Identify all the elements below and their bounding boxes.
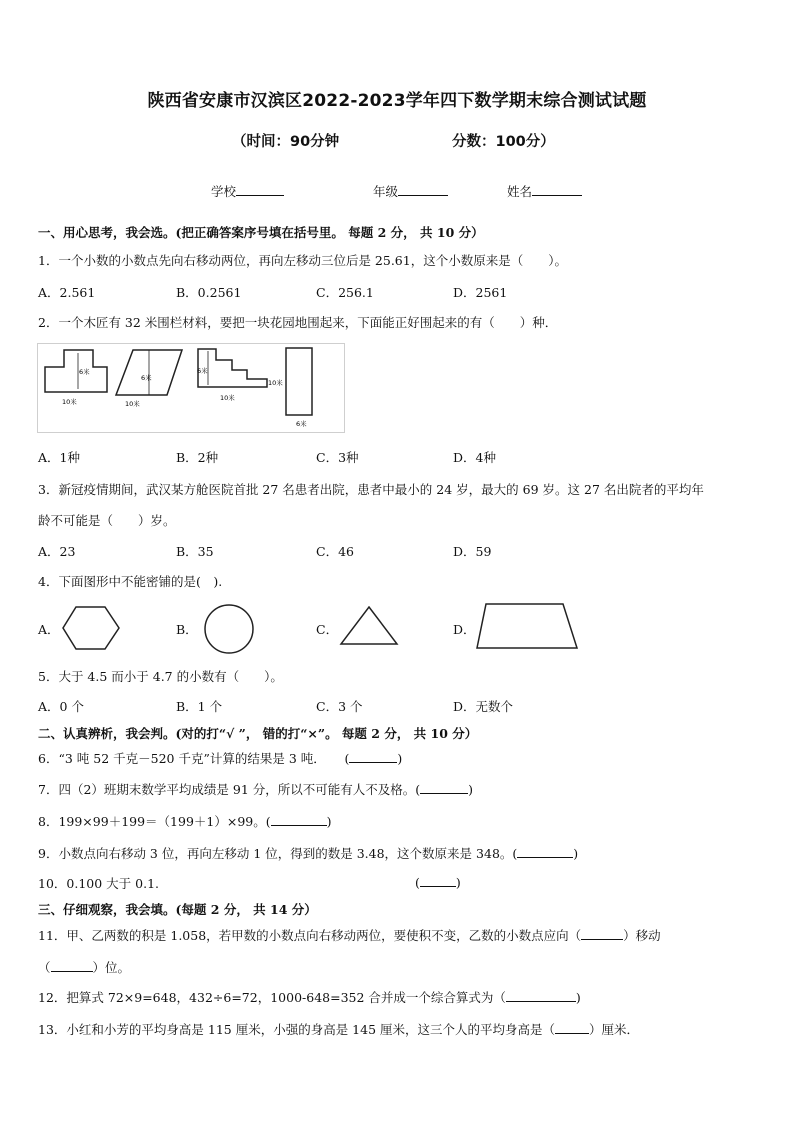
question-3-line-2: 龄不可能是（ ）岁。 [38,513,176,528]
q4-option-d: D． [453,622,476,637]
q7-text: 7．四（2）班期末数学平均成绩是 91 分，所以不可能有人不及格。( [38,782,421,797]
q4-option-a: A． [38,622,60,637]
q2-option-a: A．1种 [38,450,80,465]
question-8 [38,812,332,830]
exam-score: 分数：100分） [452,134,555,150]
question-10-answer: ( ) [415,875,461,890]
q11-blank-2[interactable] [51,959,93,972]
question-1: 1．一个小数的小数点先向右移动两位，再向左移动三位后是 25.61，这个小数原来是（ ）。 [38,253,567,268]
question-9 [38,844,578,862]
q11-text: 11．甲、乙两数的积是 1.058，若甲数的小数点向右移动两位，要使积不变，乙数的小数点应向（ [38,928,582,943]
q1-option-a: A．2.561 [38,285,96,300]
grade-label: 年级 [373,184,399,199]
shape-4-width-label: 6米 [296,420,307,428]
q11-open: （ [38,960,51,975]
q5-option-d: D．无数个 [453,699,514,714]
question-11-line-1 [38,926,661,944]
q10-close: ) [455,875,461,890]
q11-blank-1[interactable] [581,927,623,940]
section-2-heading: 二、认真辨析，我会判。(对的打“√ ”， 错的打“×”。 每题 2 分， 共 10 分） [38,726,478,741]
question-13 [38,1020,639,1038]
q1-option-b: B．0.2561 [176,285,242,300]
q4-option-b: B． [176,622,198,637]
q13-end: ）厘米． [589,1022,640,1037]
shape-1-height-label: 6米 [79,368,90,376]
section-3-heading: 三、仔细观察，我会填。(每题 2 分， 共 14 分） [38,902,317,917]
q2-option-c: C．3种 [316,450,359,465]
q13-blank[interactable] [555,1021,589,1034]
shape-3-width-label: 10米 [220,394,235,402]
school-label: 学校 [211,184,237,199]
q13-text: 13．小红和小芳的平均身高是 115 厘米，小强的身高是 145 厘米，这三个人的平均身高是（ [38,1022,556,1037]
question-12 [38,988,581,1006]
shape-2-height-label: 6米 [141,374,152,382]
q8-close: ) [326,814,332,829]
q1-option-d: D．2561 [453,285,508,300]
q2-option-b: B．2种 [176,450,219,465]
q9-text: 9．小数点向右移动 3 位，再向左移动 1 位，得到的数是 3.48，这个数原来是 348。( [38,846,518,861]
q12-text: 12．把算式 72×9=648，432÷6=72，1000-648=352 合并成一个综合算式为（ [38,990,506,1005]
shape-1-width-label: 10米 [62,398,77,406]
question-4: 4．下面图形中不能密铺的是( ). [38,574,223,589]
school-blank [236,183,284,196]
question-10-text: 10．0.100 大于 0.1. [38,876,159,891]
q6-blank[interactable] [349,750,397,763]
q5-option-a: A．0 个 [38,699,84,714]
exam-time: （时间：90分钟 [232,134,340,150]
q5-option-b: B．1 个 [176,699,223,714]
shape-stepped-outline [45,350,107,392]
q10-blank[interactable] [420,874,456,887]
q3-option-c: C．46 [316,544,354,559]
q6-text: 6．“3 吨 52 千克－520 千克”计算的结果是 3 吨． ( [38,751,350,766]
q7-blank[interactable] [420,781,468,794]
shape-3-height-label: 6米 [197,367,208,375]
question-11-line-2 [38,958,130,976]
q9-blank[interactable] [517,845,573,858]
name-label: 姓名 [507,184,533,199]
name-blank [532,183,582,196]
q12-blank[interactable] [506,989,576,1002]
trapezoid-shape [475,602,579,650]
triangle-shape [339,606,399,646]
q2-option-d: D．4种 [453,450,496,465]
q11-mid: ）移动 [623,928,661,943]
grade-field [373,182,448,200]
q12-close: ) [575,990,581,1005]
page-title: 陕西省安康市汉滨区2022-2023学年四下数学期末综合测试试题 [147,91,647,111]
q9-close: ) [573,846,579,861]
question-5: 5．大于 4.5 而小于 4.7 的小数有（ ）。 [38,669,283,684]
question-3-line-1: 3．新冠疫情期间，武汉某方舱医院首批 27 名患者出院，患者中最小的 24 岁，最大的 69 岁。这 27 名出院者的平均年 [38,482,704,497]
q1-option-c: C．256.1 [316,285,374,300]
question-6 [38,749,402,767]
q8-text: 8．199×99＋199＝（199＋1）×99。( [38,814,271,829]
q3-option-d: D．59 [453,544,492,559]
q2-figure [37,343,345,433]
name-field [507,182,582,200]
q3-option-a: A．23 [38,544,76,559]
grade-blank [398,183,448,196]
shape-rectangle [286,348,312,415]
q8-blank[interactable] [271,813,327,826]
question-2: 2．一个木匠有 32 米围栏材料，要把一块花园地围起来，下面能正好围起来的有（ ）种． [38,315,558,330]
shape-4-height-label: 10米 [268,379,283,387]
question-7 [38,780,473,798]
q4-option-c: C． [316,622,339,637]
school-field [211,182,284,200]
shape-2-width-label: 10米 [125,400,140,408]
q6-close: ) [397,751,403,766]
q7-close: ) [468,782,474,797]
q11-end: ）位。 [92,960,131,975]
section-1-heading: 一、用心思考，我会选。(把正确答案序号填在括号里。 每题 2 分， 共 10 分） [38,225,484,240]
hexagon-shape [62,606,120,650]
q5-option-c: C．3 个 [316,699,363,714]
q3-option-b: B．35 [176,544,214,559]
circle-shape [203,603,255,655]
